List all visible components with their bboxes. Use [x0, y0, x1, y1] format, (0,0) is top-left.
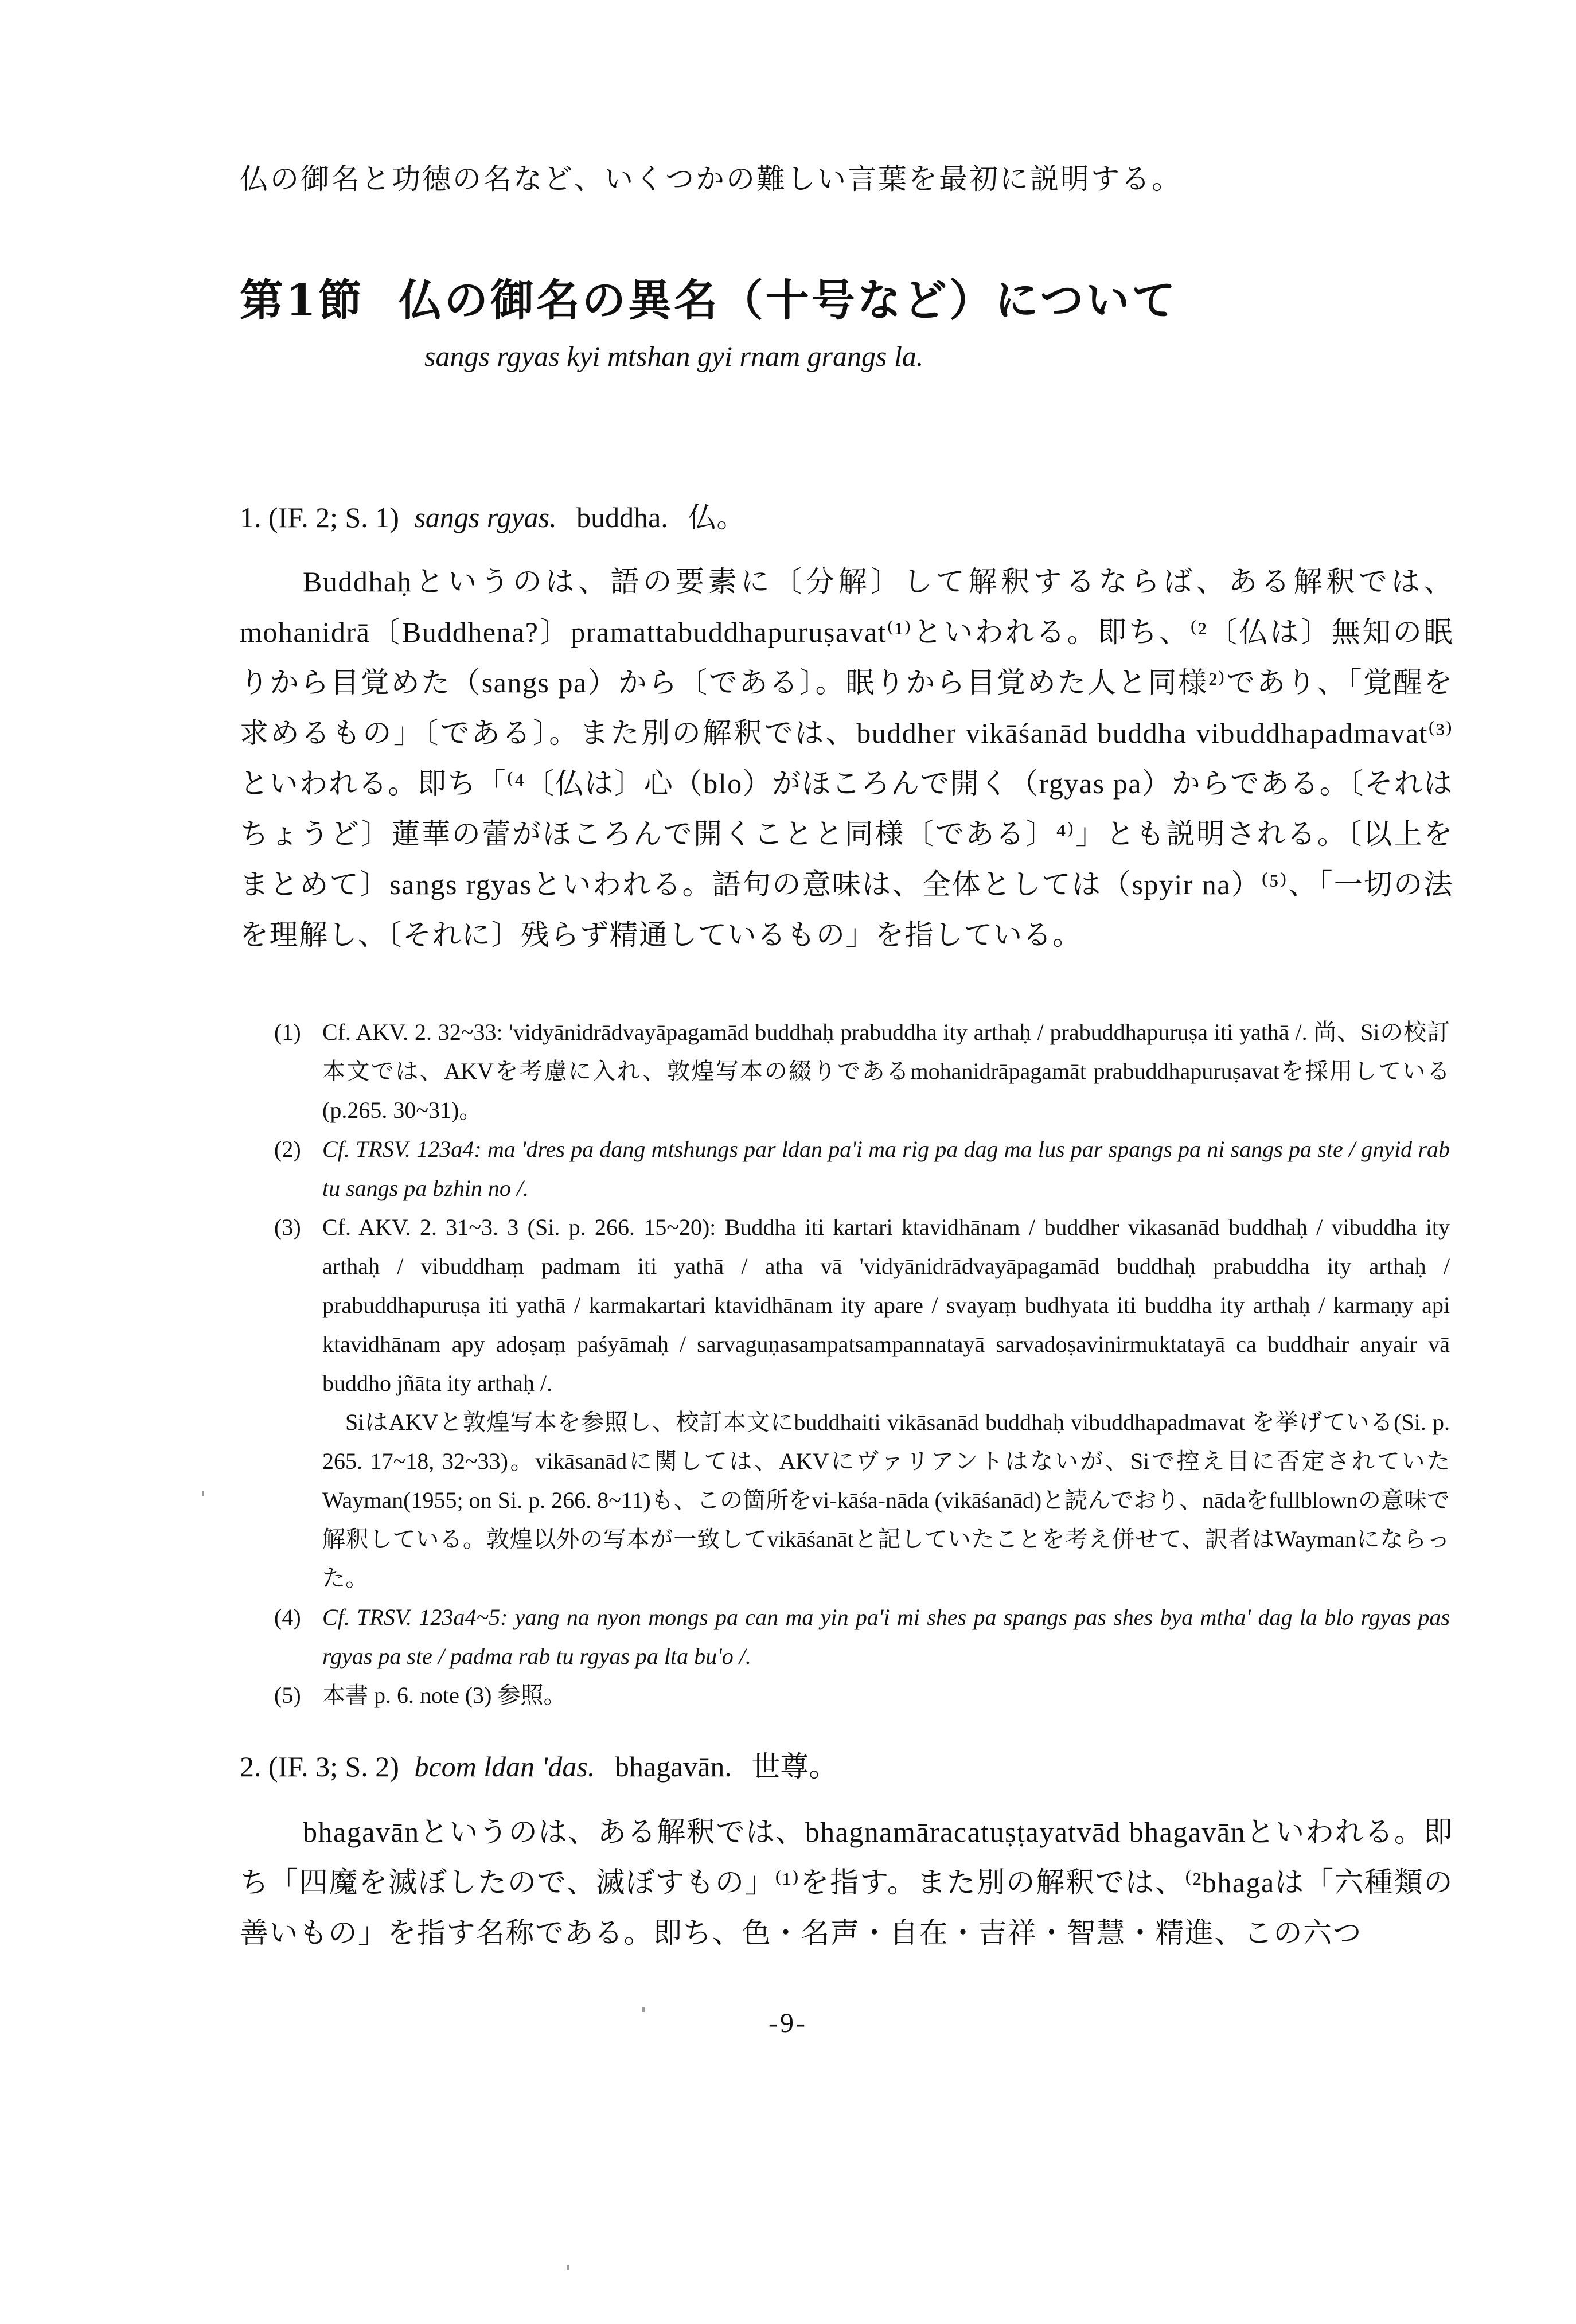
footnote-text: 本書 p. 6. note (3) 参照。: [322, 1682, 567, 1708]
scan-speck: [567, 2265, 569, 2270]
scan-speck: [642, 2007, 645, 2012]
footnote-text: Cf. AKV. 2. 31~3. 3 (Si. p. 266. 15~20): Buddha iti kartari ktavidhānam / buddher vikasanād buddhaḥ / vibuddha ity arthaḥ / vibuddhaṃ padmam iti yathā / atha vā 'vidyānidrādvayāpagamād buddhaḥ prabuddha ity arthaḥ / prabuddhapuruṣa iti yathā / karmakartari ktavidhānam ity apare / svayaṃ budhyata iti buddha ity arthaḥ / karmaṇy api ktavidhānam apy adoṣaṃ paśyāmaḥ / sarvaguṇasampatsampannatayā sarvadoṣavinirmuktatayā ca buddhair anyair vā buddho jñāta ity arthaḥ /.: [322, 1214, 1450, 1396]
section-title: 仏の御名の異名（十号など）について: [398, 275, 1178, 326]
footnote: [274, 1013, 1450, 1130]
footnote-text: Cf. AKV. 2. 32~33: 'vidyānidrādvayāpagamād buddhaḥ prabuddha ity arthaḥ / prabuddhapuruṣa iti yathā /. 尚、Siの校訂本文では、AKVを考慮に入れ、敦煌写本の綴りであるmohanidrāpagamāt prabuddhapuruṣavatを採用している (p.265. 30~31)。: [322, 1019, 1450, 1123]
footnote-text: Cf. TRSV. 123a4~5: yang na nyon mongs pa can ma yin pa'i mi shes pa spangs pas shes bya mtha' dag la blo rgyas pas rgyas pa ste / padma rab tu rgyas pa lta bu'o /.: [322, 1604, 1450, 1669]
entry-sanskrit: bhagavān.: [614, 1750, 732, 1783]
footnote: [274, 1598, 1450, 1676]
entry-japanese: 仏。: [688, 501, 746, 533]
footnote: [274, 1130, 1450, 1208]
footnote-label: (2): [274, 1136, 301, 1162]
section-number: 第1節: [240, 275, 364, 326]
section-heading: [240, 276, 1177, 325]
footnote-label: (3): [274, 1214, 301, 1240]
footnote-continuation: SiはAKVと敦煌写本を参照し、校訂本文にbuddhaiti vikāsanād buddhaḥ vibuddhapadmavat を挙げている(Si. p. 265. 17~18, 32~33)。vikāsanādに関しては、AKVにヴァリアントはないが、Siで控え目に否定されていたWayman(1955; on Si. p. 266. 8~11)も、この箇所をvi-kāśa-nāda (vikāśanād)と読んでおり、nādaをfullblownの意味で解釈している。敦煌以外の写本が一致してvikāśanātと記していたことを考え併せて、訳者はWaymanにならった。: [322, 1409, 1450, 1591]
footnote-text: Cf. TRSV. 123a4: ma 'dres pa dang mtshungs par ldan pa'i ma rig pa dag ma lus par spangs pa ni sangs pa ste / gnyid rab tu sangs pa bzhin no /.: [322, 1136, 1450, 1201]
entry-ref: (IF. 2; S. 1): [268, 501, 399, 533]
section-tibetan-subtitle: sangs rgyas kyi mtshan gyi rnam grangs la.: [424, 340, 924, 372]
footnote-label: (4): [274, 1604, 301, 1630]
entry-tibetan: bcom ldan 'das.: [414, 1750, 595, 1783]
entry-heading: [240, 494, 745, 536]
entry-heading: [240, 1744, 837, 1785]
footnotes: [274, 1013, 1450, 1715]
footnote-label: (1): [274, 1019, 301, 1045]
entry-japanese: 世尊。: [751, 1750, 838, 1783]
body-paragraph: [240, 1807, 1453, 1958]
paragraph-text: Buddhaḥというのは、語の要素に〔分解〕して解釈するならば、ある解釈では、mohanidrā〔Buddhena?〕pramattabuddhapuruṣavat⁽¹⁾といわれる。即ち、⁽²〔仏は〕無知の眠りから目覚めた（sangs pa）から〔である〕。眠りから目覚めた人と同様²⁾であり、「覚醒を求めるもの」〔である〕。また別の解釈では、buddher vikāśanād buddha vibuddhapadmavat⁽³⁾といわれる。即ち「⁽⁴〔仏は〕心（blo）がほころんで開く（rgyas pa）からである。〔それはちょうど〕蓮華の蕾がほころんで開くことと同様〔である〕⁴⁾」とも説明される。〔以上をまとめて〕sangs rgyasといわれる。語句の意味は、全体としては（spyir na）⁽⁵⁾、「一切の法を理解し、〔それに〕残らず精通しているもの」を指している。: [240, 566, 1453, 951]
page-number: -9-: [769, 2008, 807, 2038]
entry-sanskrit: buddha.: [576, 501, 668, 533]
footnote: [274, 1676, 1450, 1715]
footnote-label: (5): [274, 1682, 301, 1708]
entry-index: 2.: [240, 1750, 262, 1783]
entry-index: 1.: [240, 501, 262, 533]
scan-speck: [202, 1491, 204, 1496]
footnote: [274, 1208, 1450, 1598]
body-paragraph: [240, 556, 1453, 960]
entry-tibetan: sangs rgyas.: [414, 501, 557, 533]
entry-ref: (IF. 3; S. 2): [268, 1750, 399, 1783]
intro-text: 仏の御名と功徳の名など、いくつかの難しい言葉を最初に説明する。: [240, 162, 1182, 196]
paragraph-text: bhagavānというのは、ある解釈では、bhagnamāracatuṣṭayatvād bhagavānといわれる。即ち「四魔を滅ぼしたので、滅ぼすもの」⁽¹⁾を指す。また別の解釈では、⁽²bhagaは「六種類の善いもの」を指す名称である。即ち、色・名声・自在・吉祥・智慧・精進、この六つ: [240, 1816, 1453, 1949]
